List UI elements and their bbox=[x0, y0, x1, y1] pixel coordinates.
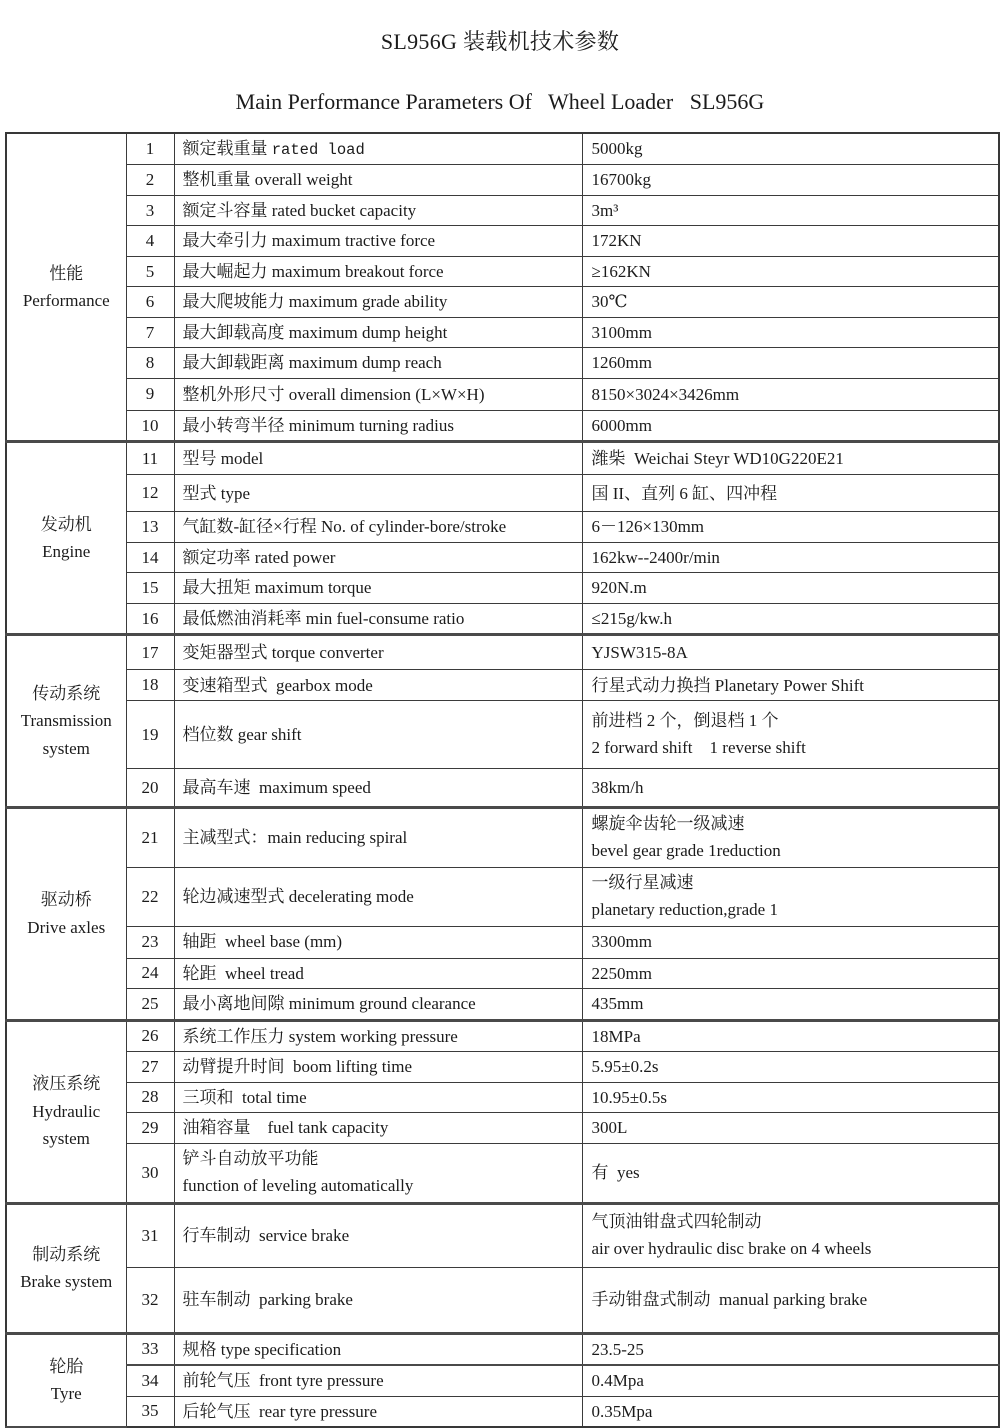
parameter-name-cell: 变速箱型式 gearbox mode bbox=[174, 670, 582, 701]
parameter-name-cell: 规格 type specification bbox=[174, 1333, 582, 1365]
row-number-cell: 26 bbox=[126, 1020, 174, 1052]
parameter-value-cell bbox=[582, 808, 999, 868]
parameter-value-line: 前进档 2 个，倒退档 1 个 bbox=[591, 710, 779, 730]
table-row bbox=[6, 1267, 999, 1333]
row-number-cell: 2 bbox=[126, 165, 174, 196]
parameter-name-cell: 档位数 gear shift bbox=[174, 701, 582, 769]
parameter-name-cell: 轴距 wheel base (mm) bbox=[174, 926, 582, 958]
parameter-name-cell: 型式 type bbox=[174, 475, 582, 512]
parameter-value-cell: 6－126×130mm bbox=[582, 512, 999, 543]
row-number-cell: 22 bbox=[126, 867, 174, 926]
row-number-cell: 23 bbox=[126, 926, 174, 958]
parameter-name-cell: 额定功率 rated power bbox=[174, 542, 582, 573]
parameter-value-cell: 3m³ bbox=[582, 195, 999, 226]
parameter-value-cell: 行星式动力换挡 Planetary Power Shift bbox=[582, 670, 999, 701]
category-label-zh: 制动系统 bbox=[32, 1244, 101, 1264]
row-number-cell: 11 bbox=[126, 442, 174, 475]
parameter-name-line: 铲斗自动放平功能 bbox=[182, 1148, 319, 1168]
category-label-en: Engine bbox=[42, 542, 91, 562]
parameter-value-cell: 30℃ bbox=[582, 287, 999, 318]
parameter-value-cell: 有 yes bbox=[582, 1143, 999, 1203]
category-cell bbox=[6, 1020, 126, 1203]
row-number-cell: 1 bbox=[126, 133, 174, 165]
row-number-cell: 29 bbox=[126, 1113, 174, 1144]
row-number-cell: 15 bbox=[126, 573, 174, 604]
parameter-value-cell: 10.95±0.5s bbox=[582, 1082, 999, 1113]
parameter-name-cell bbox=[174, 133, 582, 165]
category-label-zh: 传动系统 bbox=[32, 683, 101, 703]
parameter-value-cell: 920N.m bbox=[582, 573, 999, 604]
parameter-value-line: 气顶油钳盘式四轮制动 bbox=[591, 1211, 762, 1231]
table-row bbox=[6, 542, 999, 573]
parameter-name-cell: 驻车制动 parking brake bbox=[174, 1267, 582, 1333]
parameter-value-cell: 5.95±0.2s bbox=[582, 1052, 999, 1083]
parameter-name-cell: 前轮气压 front tyre pressure bbox=[174, 1365, 582, 1396]
spec-table bbox=[5, 132, 1000, 1428]
row-number-cell: 28 bbox=[126, 1082, 174, 1113]
parameter-name-cell: 最高车速 maximum speed bbox=[174, 769, 582, 808]
parameter-value-line: 一级行星减速 bbox=[591, 872, 694, 892]
category-label-zh: 发动机 bbox=[40, 514, 92, 534]
category-cell bbox=[6, 133, 126, 442]
table-row bbox=[6, 701, 999, 769]
parameter-value-cell: 3300mm bbox=[582, 926, 999, 958]
parameter-name-en: rated load bbox=[271, 141, 365, 159]
table-row bbox=[6, 867, 999, 926]
parameter-value-cell: 5000kg bbox=[582, 133, 999, 165]
page-subtitle: Main Performance Parameters Of Wheel Loader SL956G bbox=[235, 89, 765, 114]
parameter-value-cell: 38km/h bbox=[582, 769, 999, 808]
row-number-cell: 18 bbox=[126, 670, 174, 701]
row-number-cell: 19 bbox=[126, 701, 174, 769]
parameter-name-cell: 后轮气压 rear tyre pressure bbox=[174, 1396, 582, 1427]
table-row bbox=[6, 1365, 999, 1396]
row-number-cell: 21 bbox=[126, 808, 174, 868]
table-row bbox=[6, 573, 999, 604]
table-row bbox=[6, 195, 999, 226]
document-page bbox=[0, 25, 1000, 1428]
row-number-cell: 27 bbox=[126, 1052, 174, 1083]
row-number-cell: 25 bbox=[126, 989, 174, 1021]
spec-table-body bbox=[6, 133, 999, 1427]
parameter-name-cell: 整机重量 overall weight bbox=[174, 165, 582, 196]
table-row bbox=[6, 256, 999, 287]
parameter-value-cell: 23.5-25 bbox=[582, 1333, 999, 1365]
category-label-zh: 液压系统 bbox=[32, 1074, 101, 1094]
table-row bbox=[6, 1082, 999, 1113]
parameter-name-cell: 最小转弯半径 minimum turning radius bbox=[174, 410, 582, 442]
parameter-value-cell bbox=[582, 701, 999, 769]
parameter-value-cell: 潍柴 Weichai Steyr WD10G220E21 bbox=[582, 442, 999, 475]
parameter-name-cell: 最大卸载高度 maximum dump height bbox=[174, 317, 582, 348]
table-row bbox=[6, 348, 999, 379]
parameter-name-cell: 额定斗容量 rated bucket capacity bbox=[174, 195, 582, 226]
table-row bbox=[6, 133, 999, 165]
parameter-name-cell: 轮边减速型式 decelerating mode bbox=[174, 867, 582, 926]
parameter-value-cell: 6000mm bbox=[582, 410, 999, 442]
parameter-name-line: function of leveling automatically bbox=[182, 1175, 414, 1195]
parameter-name-cell: 最小离地间隙 minimum ground clearance bbox=[174, 989, 582, 1021]
parameter-name-cell: 气缸数-缸径×行程 No. of cylinder-bore/stroke bbox=[174, 512, 582, 543]
parameter-value-line: 螺旋伞齿轮一级减速 bbox=[591, 814, 745, 834]
row-number-cell: 35 bbox=[126, 1396, 174, 1427]
parameter-name-cell: 最大爬坡能力 maximum grade ability bbox=[174, 287, 582, 318]
table-row bbox=[6, 410, 999, 442]
category-label-en: Brake system bbox=[20, 1272, 113, 1292]
category-label-en: Tyre bbox=[50, 1384, 82, 1404]
parameter-value-cell bbox=[582, 867, 999, 926]
category-label-en: Performance bbox=[22, 291, 110, 311]
parameter-value-cell: 162kw--2400r/min bbox=[582, 542, 999, 573]
row-number-cell: 12 bbox=[126, 475, 174, 512]
category-cell bbox=[6, 808, 126, 1020]
row-number-cell: 13 bbox=[126, 512, 174, 543]
row-number-cell: 7 bbox=[126, 317, 174, 348]
table-row bbox=[6, 1052, 999, 1083]
table-row bbox=[6, 165, 999, 196]
table-row bbox=[6, 603, 999, 635]
parameter-value-cell: 国 II、直列 6 缸、四冲程 bbox=[582, 475, 999, 512]
parameter-value-line: 2 forward shift 1 reverse shift bbox=[591, 737, 806, 757]
parameter-value-cell: 16700kg bbox=[582, 165, 999, 196]
parameter-value-line: air over hydraulic disc brake on 4 wheels bbox=[591, 1238, 872, 1258]
parameter-name-cell: 动臂提升时间 boom lifting time bbox=[174, 1052, 582, 1083]
category-label-zh: 性能 bbox=[49, 263, 84, 283]
category-label-en: Transmission system bbox=[20, 711, 112, 759]
table-row bbox=[6, 926, 999, 958]
row-number-cell: 14 bbox=[126, 542, 174, 573]
parameter-name-cell: 轮距 wheel tread bbox=[174, 958, 582, 989]
parameter-value-line: bevel gear grade 1reduction bbox=[591, 841, 781, 861]
parameter-value-cell: YJSW315-8A bbox=[582, 635, 999, 670]
parameter-name-cell: 最低燃油消耗率 min fuel-consume ratio bbox=[174, 603, 582, 635]
parameter-value-cell: 435mm bbox=[582, 989, 999, 1021]
parameter-value-cell bbox=[582, 1203, 999, 1267]
table-row bbox=[6, 475, 999, 512]
row-number-cell: 9 bbox=[126, 378, 174, 410]
category-cell bbox=[6, 635, 126, 808]
parameter-value-cell: 手动钳盘式制动 manual parking brake bbox=[582, 1267, 999, 1333]
parameter-value-cell: 2250mm bbox=[582, 958, 999, 989]
row-number-cell: 33 bbox=[126, 1333, 174, 1365]
parameter-name-cell: 型号 model bbox=[174, 442, 582, 475]
row-number-cell: 20 bbox=[126, 769, 174, 808]
parameter-value-cell: 0.4Mpa bbox=[582, 1365, 999, 1396]
parameter-name-cell: 变矩器型式 torque converter bbox=[174, 635, 582, 670]
table-row bbox=[6, 769, 999, 808]
table-row bbox=[6, 287, 999, 318]
parameter-value-cell: 300L bbox=[582, 1113, 999, 1144]
parameter-name-cell: 最大牵引力 maximum tractive force bbox=[174, 226, 582, 257]
table-row bbox=[6, 989, 999, 1021]
parameter-value-cell: 1260mm bbox=[582, 348, 999, 379]
row-number-cell: 8 bbox=[126, 348, 174, 379]
row-number-cell: 3 bbox=[126, 195, 174, 226]
parameter-name-cell: 最大崛起力 maximum breakout force bbox=[174, 256, 582, 287]
table-row bbox=[6, 512, 999, 543]
row-number-cell: 24 bbox=[126, 958, 174, 989]
parameter-name-zh: 额定载重量 bbox=[182, 139, 272, 158]
row-number-cell: 31 bbox=[126, 1203, 174, 1267]
row-number-cell: 17 bbox=[126, 635, 174, 670]
row-number-cell: 10 bbox=[126, 410, 174, 442]
row-number-cell: 34 bbox=[126, 1365, 174, 1396]
parameter-name-cell bbox=[174, 1143, 582, 1203]
table-row bbox=[6, 317, 999, 348]
parameter-value-line: planetary reduction,grade 1 bbox=[591, 899, 778, 919]
parameter-value-cell: ≥162KN bbox=[582, 256, 999, 287]
parameter-name-cell: 三项和 total time bbox=[174, 1082, 582, 1113]
table-row bbox=[6, 808, 999, 868]
table-row bbox=[6, 1203, 999, 1267]
parameter-name-cell: 最大卸载距离 maximum dump reach bbox=[174, 348, 582, 379]
table-row bbox=[6, 1113, 999, 1144]
parameter-value-cell: 172KN bbox=[582, 226, 999, 257]
page-title: SL956G 装载机技术参数 bbox=[380, 29, 620, 54]
parameter-value-cell: ≤215g/kw.h bbox=[582, 603, 999, 635]
category-label-zh: 驱动桥 bbox=[40, 890, 92, 910]
parameter-name-cell: 系统工作压力 system working pressure bbox=[174, 1020, 582, 1052]
table-row bbox=[6, 442, 999, 475]
category-cell bbox=[6, 1333, 126, 1427]
table-row bbox=[6, 1396, 999, 1427]
row-number-cell: 5 bbox=[126, 256, 174, 287]
category-label-en: Hydraulic system bbox=[32, 1101, 101, 1149]
parameter-value-cell: 8150×3024×3426mm bbox=[582, 378, 999, 410]
parameter-value-cell: 0.35Mpa bbox=[582, 1396, 999, 1427]
table-row bbox=[6, 226, 999, 257]
table-row bbox=[6, 1333, 999, 1365]
category-cell bbox=[6, 1203, 126, 1333]
row-number-cell: 4 bbox=[126, 226, 174, 257]
row-number-cell: 32 bbox=[126, 1267, 174, 1333]
row-number-cell: 16 bbox=[126, 603, 174, 635]
category-label-en: Drive axles bbox=[27, 917, 106, 937]
table-row bbox=[6, 670, 999, 701]
table-row bbox=[6, 378, 999, 410]
category-cell bbox=[6, 442, 126, 635]
table-row bbox=[6, 635, 999, 670]
table-row bbox=[6, 1020, 999, 1052]
row-number-cell: 30 bbox=[126, 1143, 174, 1203]
row-number-cell: 6 bbox=[126, 287, 174, 318]
parameter-name-cell: 油箱容量 fuel tank capacity bbox=[174, 1113, 582, 1144]
parameter-name-cell: 主减型式：main reducing spiral bbox=[174, 808, 582, 868]
table-row bbox=[6, 958, 999, 989]
parameter-value-cell: 18MPa bbox=[582, 1020, 999, 1052]
table-row bbox=[6, 1143, 999, 1203]
parameter-name-cell: 整机外形尺寸 overall dimension (L×W×H) bbox=[174, 378, 582, 410]
parameter-value-cell: 3100mm bbox=[582, 317, 999, 348]
category-label-zh: 轮胎 bbox=[49, 1356, 84, 1376]
parameter-name-cell: 行车制动 service brake bbox=[174, 1203, 582, 1267]
parameter-name-cell: 最大扭矩 maximum torque bbox=[174, 573, 582, 604]
